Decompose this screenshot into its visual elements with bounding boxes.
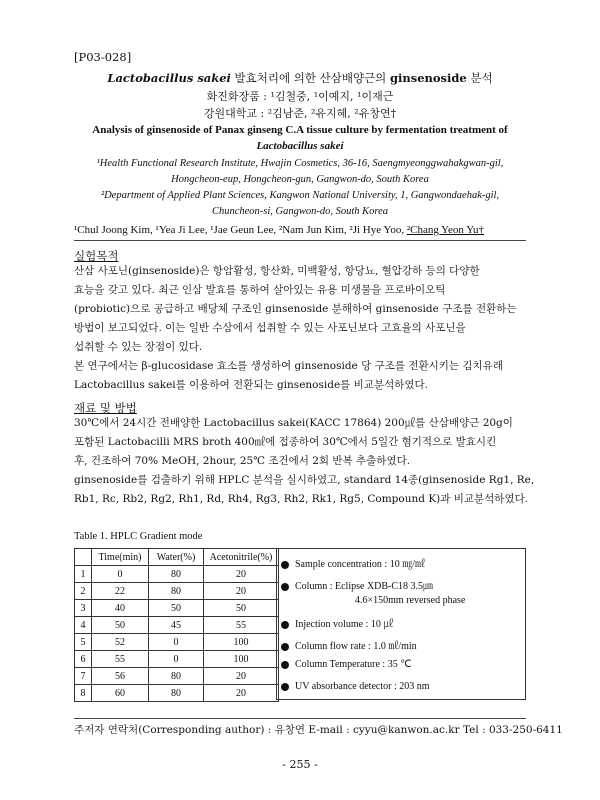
title-english-line2: Lactobacillus sakei: [256, 140, 344, 152]
table-cell: 0: [149, 651, 204, 668]
condition-injection-text: Injection volume : 10 ㎕: [295, 619, 394, 630]
table-cell: 100: [204, 634, 279, 651]
table-header-cell: Water(%): [149, 549, 204, 566]
authors-english-main: ¹Chul Joong Kim, ¹Yea Ji Lee, ¹Jae Geun Lee, ²Nam Jun Kim, ²Ji Hye Yoo,: [74, 224, 407, 236]
table-cell: 45: [149, 617, 204, 634]
affiliation2-line1: ²Department of Applied Plant Sciences, Kangwon National University, 1, Gangwondaehak-gil,: [100, 190, 500, 201]
methods-line: Rb1, Rc, Rb2, Rg2, Rh1, Rd, Rh4, Rg3, Rh2, Rk1, Rg5, Compound K)과 비교분석하였다.: [74, 493, 529, 505]
condition-uv: [281, 681, 430, 692]
table-header-row: [75, 549, 279, 566]
table-cell: 8: [75, 685, 92, 702]
affiliation2-line2: Chuncheon-si, Gangwon-do, South Korea: [211, 206, 389, 217]
purpose-line: 산삼 사포닌(ginsenoside)은 항암활성, 항산화, 미백활성, 항당뇨, 혈압강하 등의 다양한: [74, 265, 480, 277]
table-cell: 40: [92, 600, 149, 617]
table-row: [75, 634, 279, 651]
authors-korean-line2: 강원대학교 : ²김남준, ²유지혜, ²유창연†: [203, 107, 397, 120]
condition-injection: [281, 615, 393, 630]
bullet-icon: [281, 643, 289, 651]
footer-divider: [74, 718, 526, 719]
table-cell: 56: [92, 668, 149, 685]
section-methods-heading: 재료 및 방법: [74, 401, 137, 415]
table-cell: 20: [204, 583, 279, 600]
table-cell: 55: [204, 617, 279, 634]
table-cell: 80: [149, 583, 204, 600]
purpose-line: (probiotic)으로 공급하고 배당체 구조인 ginsenoside 분해하여 ginsenoside 구조를 전환하는: [74, 303, 517, 315]
bullet-icon: [281, 621, 289, 629]
affiliation1-line1: ¹Health Functional Research Institute, Hwajin Cosmetics, 36-16, Saengmyeonggwahakgwan-gil,: [96, 158, 504, 169]
title-korean-middle: 발효처리에 의한 산삼배양근의: [230, 71, 390, 85]
table-cell: 2: [75, 583, 92, 600]
condition-flow: [281, 637, 417, 652]
table-row: [75, 651, 279, 668]
condition-column-text: Column : Eclipse XDB-C18 3.5㎛: [295, 581, 434, 592]
condition-column-line2: 4.6×150mm reversed phase: [355, 595, 466, 606]
table-cell: 4: [75, 617, 92, 634]
purpose-line: 섭취할 수 있는 장점이 있다.: [74, 341, 203, 353]
table-cell: 50: [92, 617, 149, 634]
table-cell: 55: [92, 651, 149, 668]
purpose-line: 효능을 갖고 있다. 최근 인삼 발효를 통하여 살아있는 유용 미생물을 프로바이오틱: [74, 284, 446, 296]
condition-sample: [281, 555, 425, 570]
table-cell: 100: [204, 651, 279, 668]
table-cell: 80: [149, 685, 204, 702]
table-row: [75, 600, 279, 617]
table-cell: 60: [92, 685, 149, 702]
title-korean-end: 분석: [466, 71, 493, 85]
table-cell: 20: [204, 668, 279, 685]
table-cell: 0: [149, 634, 204, 651]
corresponding-author-contact: 주저자 연락처(Corresponding author) : 유창연 E-mail : cyyu@kanwon.ac.kr Tel : 033-250-6411: [74, 724, 563, 736]
methods-line: 30℃에서 24시간 전배양한 Lactobacillus sakei(KACC 17864) 200㎕를 산삼배양근 20g이: [74, 417, 513, 429]
hplc-gradient-table: [74, 548, 279, 702]
header-divider: [74, 240, 526, 241]
table-row: [75, 583, 279, 600]
authors-english-corresponding: ²Chang Yeon Yu†: [406, 224, 484, 236]
condition-temperature: [281, 659, 411, 670]
condition-flow-text: Column flow rate : 1.0 ㎖/min: [295, 641, 417, 652]
bullet-icon: [281, 583, 289, 591]
purpose-line: Lactobacillus sakei를 이용하여 전환되는 ginsenoside를 비교분석하였다.: [74, 379, 428, 391]
table-cell: 6: [75, 651, 92, 668]
title-korean-species: Lactobacillus sakei: [107, 71, 231, 85]
table-cell: 5: [75, 634, 92, 651]
condition-temperature-text: Column Temperature : 35 ℃: [295, 659, 412, 670]
table-header-cell: [75, 549, 92, 566]
authors-korean-line1: 화진화장품 : ¹김철중, ¹이예지, ¹이재근: [206, 90, 394, 103]
table-cell: 0: [92, 566, 149, 583]
table-caption: Table 1. HPLC Gradient mode: [74, 531, 203, 542]
section-methods-body: [74, 414, 535, 509]
section-purpose-body: [74, 262, 526, 395]
bullet-icon: [281, 683, 289, 691]
methods-line: 후, 건조하여 70% MeOH, 2hour, 25℃ 조건에서 2회 반복 추출하였다.: [74, 455, 411, 467]
table-header-cell: Acetonitrile(%): [204, 549, 279, 566]
table-row: [75, 685, 279, 702]
page-number: - 255 -: [282, 758, 318, 771]
table-cell: 20: [204, 566, 279, 583]
authors-english: [74, 224, 484, 236]
title-korean: [0, 70, 600, 86]
condition-uv-text: UV absorbance detector : 203 nm: [295, 681, 430, 692]
methods-line: ginsenoside를 검출하기 위해 HPLC 분석을 실시하였고, standard 14종(ginsenoside Rg1, Re,: [74, 474, 535, 486]
table-cell: 22: [92, 583, 149, 600]
table-cell: 52: [92, 634, 149, 651]
title-korean-ginsenoside: ginsenoside: [389, 71, 467, 85]
table-row: [75, 566, 279, 583]
table-row: [75, 668, 279, 685]
table-row: [75, 617, 279, 634]
table-cell: 1: [75, 566, 92, 583]
table-cell: 80: [149, 668, 204, 685]
title-english-line1: Analysis of ginsenoside of Panax ginseng C.A tissue culture by fermentation treatment of: [92, 124, 508, 136]
purpose-line: 본 연구에서는 β-glucosidase 효소를 생성하여 ginsenoside 당 구조를 전환시키는 김치유래: [74, 360, 503, 372]
purpose-line: 방법이 보고되었다. 이는 일반 수삼에서 섭취할 수 있는 사포닌보다 고효율의 사포닌을: [74, 322, 466, 334]
table-cell: 50: [204, 600, 279, 617]
table-cell: 50: [149, 600, 204, 617]
bullet-icon: [281, 561, 289, 569]
table-cell: 20: [204, 685, 279, 702]
section-purpose-heading: 실험목적: [74, 249, 119, 263]
abstract-code: [P03-028]: [74, 50, 132, 64]
table-header-cell: Time(min): [92, 549, 149, 566]
table-cell: 7: [75, 668, 92, 685]
table-cell: 3: [75, 600, 92, 617]
hplc-conditions-box: [276, 548, 526, 700]
condition-sample-text: Sample concentration : 10 ㎎/㎖: [295, 559, 425, 570]
bullet-icon: [281, 661, 289, 669]
table-cell: 80: [149, 566, 204, 583]
methods-line: 포함된 Lactobacilli MRS broth 400㎖에 접종하여 30℃에서 5일간 혐기적으로 발효시킨: [74, 436, 497, 448]
affiliation1-line2: Hongcheon-eup, Hongcheon-gun, Gangwon-do, South Korea: [171, 174, 429, 185]
condition-column: [281, 577, 433, 592]
